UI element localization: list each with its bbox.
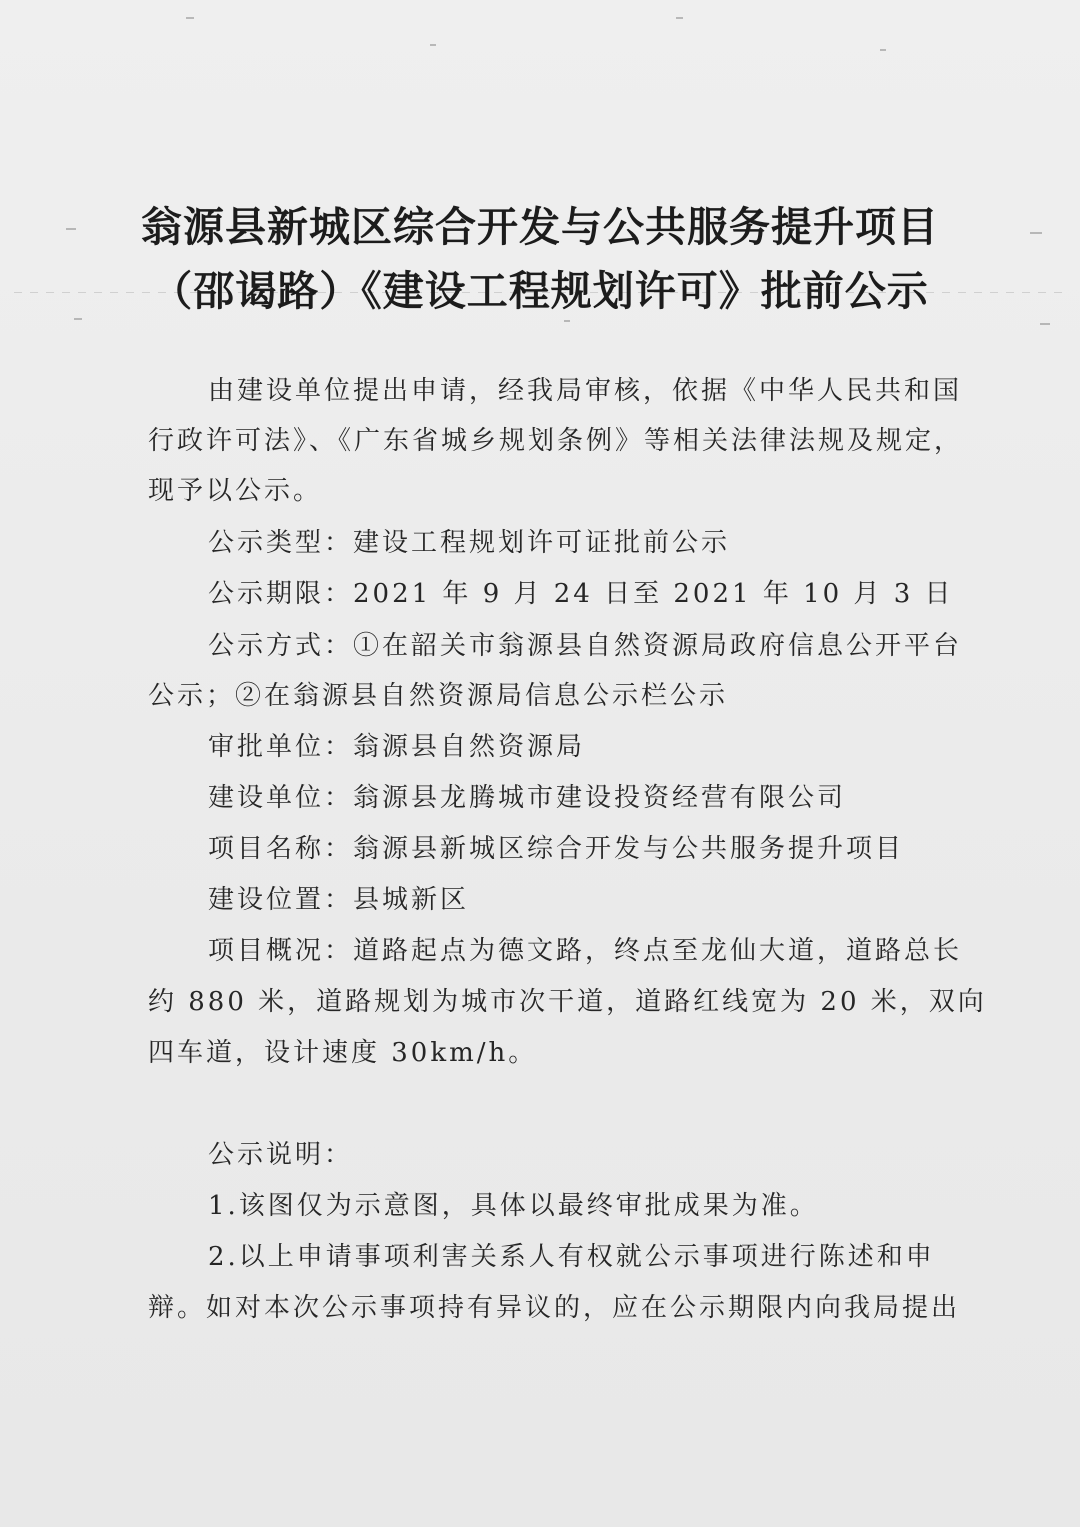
scan-speck	[186, 17, 194, 19]
project-overview-line-2: 约 880 米，道路规划为城市次干道，道路红线宽为 20 米，双向	[148, 987, 987, 1017]
note-2-line-1: 2.以上申请事项利害关系人有权就公示事项进行陈述和申	[208, 1242, 935, 1272]
approval-unit: 审批单位：翁源县自然资源局	[208, 732, 586, 762]
notice-period: 公示期限：2021 年 9 月 24 日至 2021 年 10 月 3 日	[208, 579, 954, 609]
scan-speck	[1040, 323, 1050, 325]
construction-location: 建设位置：县城新区	[208, 885, 470, 915]
intro-line-3: 现予以公示。	[148, 476, 323, 506]
project-overview-line-1: 项目概况：道路起点为德文路，终点至龙仙大道，道路总长	[208, 936, 963, 966]
project-overview-line-3: 四车道，设计速度 30km/h。	[148, 1038, 538, 1068]
note-2-line-2: 辩。如对本次公示事项持有异议的，应在公示期限内向我局提出	[148, 1293, 961, 1323]
construction-unit: 建设单位：翁源县龙腾城市建设投资经营有限公司	[208, 783, 847, 813]
document-title-line-1: 翁源县新城区综合开发与公共服务提升项目	[141, 203, 939, 251]
scan-speck	[430, 44, 436, 46]
intro-line-2: 行政许可法》、《广东省城乡规划条例》等相关法律法规及规定，	[148, 426, 964, 456]
document-title-line-2: （邵谒路）《建设工程规划许可》批前公示	[151, 267, 929, 315]
notice-method-line-2: 公示；②在翁源县自然资源局信息公示栏公示	[148, 681, 729, 711]
intro-line-1: 由建设单位提出申请，经我局审核，依据《中华人民共和国	[208, 376, 963, 406]
scan-speck	[880, 49, 886, 51]
notice-method-line-1: 公示方式：①在韶关市翁源县自然资源局政府信息公开平台	[208, 631, 963, 661]
scan-speck	[564, 320, 570, 322]
note-1: 1.该图仅为示意图，具体以最终审批成果为准。	[208, 1191, 819, 1221]
notes-heading: 公示说明：	[208, 1140, 354, 1170]
scan-speck	[676, 17, 683, 19]
scan-speck	[74, 318, 82, 320]
project-name: 项目名称：翁源县新城区综合开发与公共服务提升项目	[208, 834, 905, 864]
notice-type: 公示类型：建设工程规划许可证批前公示	[208, 528, 731, 558]
